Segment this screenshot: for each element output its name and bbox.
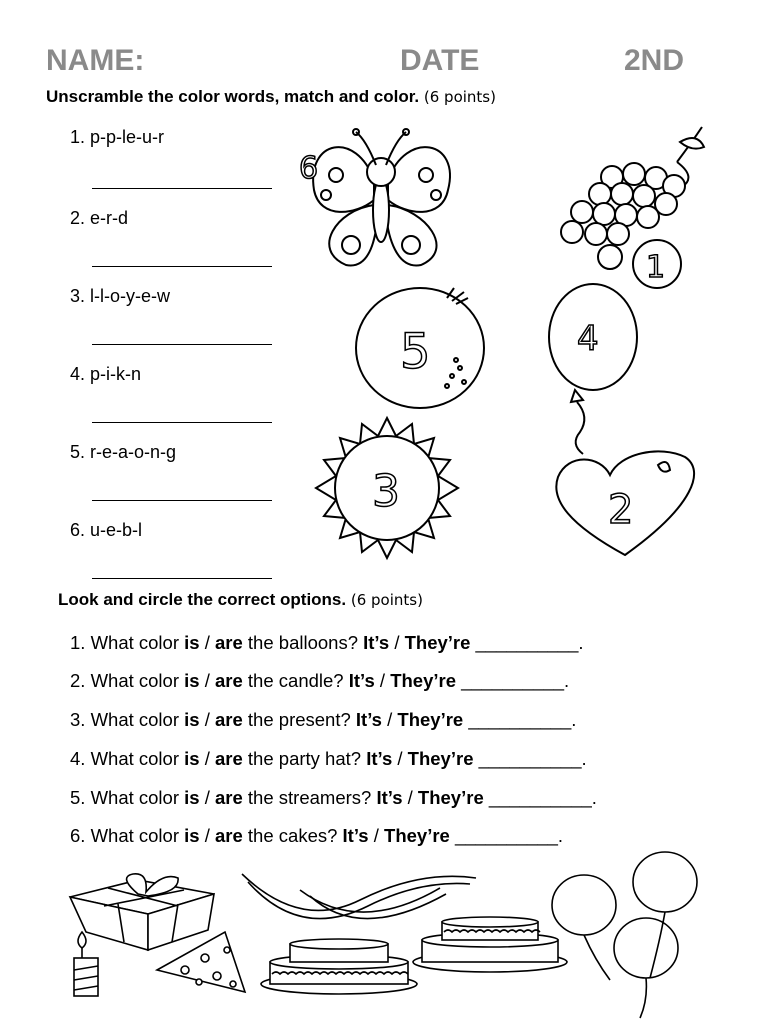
option-theyre[interactable]: They’re bbox=[407, 748, 474, 769]
grade-label: 2ND bbox=[624, 44, 685, 77]
answer-line-5[interactable] bbox=[92, 500, 272, 501]
question-number: 4. bbox=[70, 748, 86, 769]
question-subject: the cakes? bbox=[247, 825, 338, 846]
section1-points: (6 points) bbox=[423, 88, 496, 106]
option-is[interactable]: is bbox=[184, 825, 200, 846]
answer-line-1[interactable] bbox=[92, 188, 272, 189]
question-number: 5. bbox=[70, 787, 86, 808]
slash: / bbox=[204, 709, 210, 730]
option-its[interactable]: It’s bbox=[376, 787, 403, 808]
option-are[interactable]: are bbox=[215, 632, 243, 653]
picture-number: 2 bbox=[608, 487, 634, 533]
question-number: 1. bbox=[70, 632, 86, 653]
question-4 bbox=[70, 748, 587, 770]
date-label: DATE bbox=[400, 44, 480, 77]
option-is[interactable]: is bbox=[184, 748, 200, 769]
slash: / bbox=[394, 632, 400, 653]
slash: / bbox=[387, 709, 393, 730]
slash: / bbox=[204, 825, 210, 846]
scramble-word: l-l-o-y-e-w bbox=[90, 286, 171, 306]
slash: / bbox=[204, 632, 210, 653]
butterfly-icon bbox=[296, 120, 466, 280]
question-subject: the present? bbox=[247, 709, 351, 730]
answer-blank[interactable]: __________. bbox=[454, 825, 563, 846]
option-its[interactable]: It’s bbox=[366, 748, 393, 769]
option-are[interactable]: are bbox=[215, 748, 243, 769]
item-number: 1. bbox=[70, 127, 86, 147]
option-is[interactable]: is bbox=[184, 632, 200, 653]
scramble-word: p-p-le-u-r bbox=[90, 127, 165, 147]
option-its[interactable]: It’s bbox=[348, 670, 375, 691]
question-subject: the balloons? bbox=[247, 632, 358, 653]
option-theyre[interactable]: They’re bbox=[384, 825, 450, 846]
item-number: 5. bbox=[70, 442, 86, 462]
scramble-item-2 bbox=[70, 208, 128, 229]
orange-icon bbox=[352, 286, 492, 416]
option-its[interactable]: It’s bbox=[363, 632, 390, 653]
question-text: What color bbox=[90, 709, 179, 730]
candle-icon bbox=[70, 930, 104, 1000]
grapes-icon bbox=[552, 122, 722, 292]
section2-points: (6 points) bbox=[350, 591, 423, 609]
heart-icon bbox=[550, 445, 700, 560]
option-are[interactable]: are bbox=[215, 670, 243, 691]
party-hat-icon bbox=[155, 930, 250, 995]
option-theyre[interactable]: They’re bbox=[390, 670, 457, 691]
section1-instruction-text: Unscramble the color words, match and color. bbox=[46, 87, 420, 106]
slash: / bbox=[204, 670, 210, 691]
balloon-icon bbox=[545, 282, 655, 457]
question-number: 6. bbox=[70, 825, 86, 846]
scramble-item-4 bbox=[70, 364, 141, 385]
cake-icon bbox=[410, 916, 570, 974]
question-text: What color bbox=[90, 825, 179, 846]
question-1 bbox=[70, 632, 584, 654]
question-text: What color bbox=[90, 748, 179, 769]
picture-number: 6 bbox=[299, 151, 319, 186]
item-number: 6. bbox=[70, 520, 86, 540]
question-subject: the party hat? bbox=[247, 748, 362, 769]
picture-number: 3 bbox=[372, 466, 400, 517]
item-number: 2. bbox=[70, 208, 86, 228]
option-theyre[interactable]: They’re bbox=[397, 709, 464, 730]
question-3 bbox=[70, 709, 576, 731]
balloons-icon bbox=[550, 850, 710, 1020]
question-5 bbox=[70, 787, 597, 809]
answer-blank[interactable]: __________. bbox=[478, 748, 587, 769]
option-are[interactable]: are bbox=[215, 709, 243, 730]
answer-blank[interactable]: __________. bbox=[461, 670, 570, 691]
question-number: 3. bbox=[70, 709, 86, 730]
option-are[interactable]: are bbox=[215, 787, 243, 808]
answer-blank[interactable]: __________. bbox=[475, 632, 584, 653]
item-number: 3. bbox=[70, 286, 86, 306]
scramble-word: p-i-k-n bbox=[90, 364, 142, 384]
picture-number: 4 bbox=[577, 319, 599, 359]
slash: / bbox=[379, 670, 386, 691]
sun-icon bbox=[312, 416, 462, 561]
section1-instruction bbox=[46, 87, 496, 107]
option-its[interactable]: It’s bbox=[355, 709, 382, 730]
picture-number: 5 bbox=[400, 324, 431, 380]
scramble-item-1 bbox=[70, 127, 164, 148]
scramble-word: e-r-d bbox=[90, 208, 129, 228]
slash: / bbox=[204, 748, 210, 769]
question-subject: the streamers? bbox=[247, 787, 372, 808]
cake-icon bbox=[258, 938, 420, 996]
slash: / bbox=[373, 825, 379, 846]
question-text: What color bbox=[90, 787, 179, 808]
slash: / bbox=[407, 787, 413, 808]
question-number: 2. bbox=[70, 670, 86, 691]
scramble-word: r-e-a-o-n-g bbox=[90, 442, 177, 462]
option-is[interactable]: is bbox=[184, 670, 200, 691]
section2-instruction bbox=[58, 590, 423, 610]
scramble-item-6 bbox=[70, 520, 142, 541]
answer-line-2[interactable] bbox=[92, 266, 272, 267]
option-its[interactable]: It’s bbox=[342, 825, 369, 846]
answer-line-6[interactable] bbox=[92, 578, 272, 579]
scramble-word: u-e-b-l bbox=[90, 520, 143, 540]
slash: / bbox=[397, 748, 403, 769]
answer-blank[interactable]: __________. bbox=[488, 787, 597, 808]
name-label: NAME: bbox=[46, 44, 145, 77]
option-is[interactable]: is bbox=[184, 787, 200, 808]
item-number: 4. bbox=[70, 364, 86, 384]
answer-line-4[interactable] bbox=[92, 422, 272, 423]
picture-number: 1 bbox=[646, 250, 666, 285]
section2-instruction-text: Look and circle the correct options. bbox=[58, 590, 347, 609]
slash: / bbox=[204, 787, 210, 808]
question-6 bbox=[70, 825, 563, 847]
answer-line-3[interactable] bbox=[92, 344, 272, 345]
option-are[interactable]: are bbox=[215, 825, 243, 846]
question-subject: the candle? bbox=[247, 670, 344, 691]
question-2 bbox=[70, 670, 569, 692]
option-theyre[interactable]: They’re bbox=[404, 632, 471, 653]
scramble-item-3 bbox=[70, 286, 170, 307]
scramble-item-5 bbox=[70, 442, 176, 463]
question-text: What color bbox=[90, 632, 179, 653]
option-theyre[interactable]: They’re bbox=[417, 787, 484, 808]
question-text: What color bbox=[90, 670, 179, 691]
option-is[interactable]: is bbox=[184, 709, 200, 730]
answer-blank[interactable]: __________. bbox=[468, 709, 577, 730]
